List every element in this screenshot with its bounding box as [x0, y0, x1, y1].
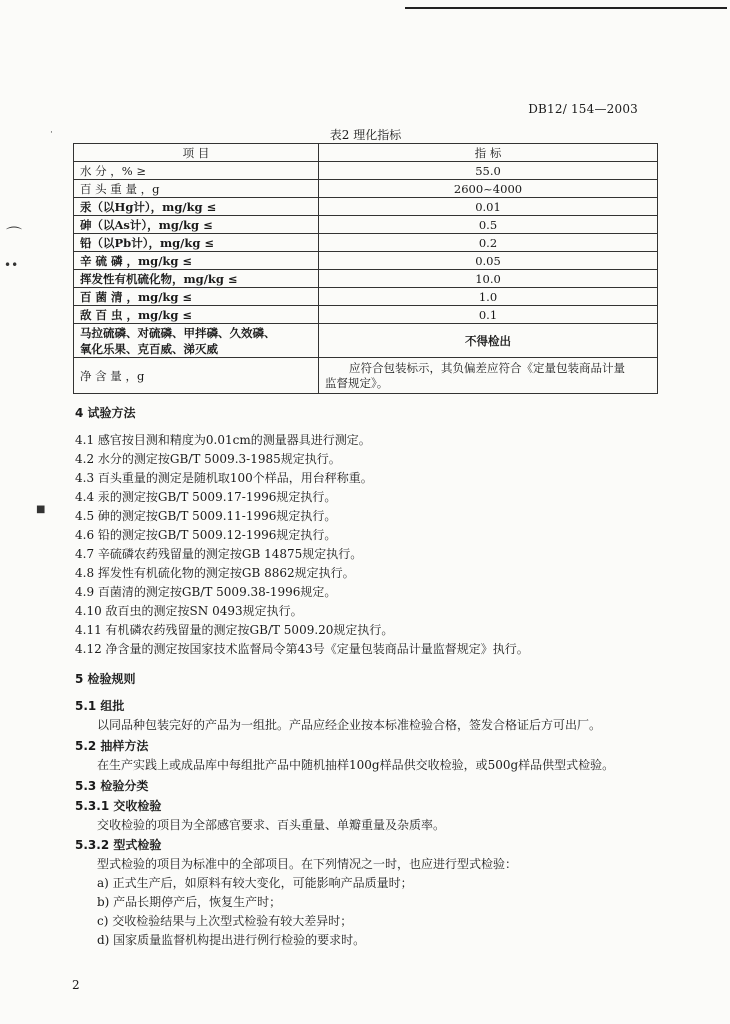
scan-hook-mark: ⌒ [6, 225, 23, 244]
top-rule [405, 7, 727, 9]
row-value-pesticides: 不得检出 [319, 324, 658, 358]
table-row [74, 288, 658, 306]
row-item: 挥发性有机硫化物，mg/kg ≤ [74, 270, 319, 288]
row-value: 55.0 [319, 162, 658, 180]
table-header-row [74, 144, 658, 162]
list-item: a) 正式生产后，如原料有较大变化，可能影响产品质量时； [97, 876, 413, 890]
list-item: 4.5 砷的测定按GB/T 5009.11-1996规定执行。 [75, 509, 337, 523]
section-5-1-title: 5.1 组批 [75, 699, 125, 713]
list-item: 4.4 汞的测定按GB/T 5009.17-1996规定执行。 [75, 490, 337, 504]
table-row [74, 306, 658, 324]
row-value: 0.01 [319, 198, 658, 216]
row-item: 汞（以Hg计），mg/kg ≤ [74, 198, 319, 216]
section-5-3-2-title: 5.3.2 型式检验 [75, 838, 162, 852]
section-5-3-1-title: 5.3.1 交收检验 [75, 799, 162, 813]
page-number: 2 [72, 978, 80, 992]
row-item-net-content: 净 含 量 ，g [74, 358, 319, 394]
list-item: b) 产品长期停产后，恢复生产时； [97, 895, 282, 909]
list-item: 4.11 有机磷农药残留量的测定按GB/T 5009.20规定执行。 [75, 623, 394, 637]
net-content-line-2: 监督规定》。 [325, 375, 389, 390]
table-row-pesticides [74, 324, 658, 358]
table-row-net-content [74, 358, 658, 394]
row-item-pesticides [74, 324, 319, 358]
table-row [74, 252, 658, 270]
list-item: c) 交收检验结果与上次型式检验有较大差异时； [97, 914, 353, 928]
scan-dot-mark: · [50, 128, 53, 138]
scan-dot-mark-2: ■ [36, 504, 46, 515]
row-value: 10.0 [319, 270, 658, 288]
scan-dots-mark: •• [4, 258, 19, 272]
row-item: 水 分 ，% ≥ [74, 162, 319, 180]
row-value: 0.5 [319, 216, 658, 234]
table-row [74, 162, 658, 180]
list-item: 4.9 百菌清的测定按GB/T 5009.38-1996规定。 [75, 585, 337, 599]
section-5-2-text: 在生产实践上或成品库中每组批产品中随机抽样100g样品供交收检验，或500g样品供型式检验。 [97, 758, 615, 772]
pesticides-line-2: 氧化乐果、克百威、涕灭威 [80, 341, 218, 356]
row-item: 百 头 重 量 ，g [74, 180, 319, 198]
section-5-1-text: 以同品种包装完好的产品为一组批。产品应经企业按本标准检验合格，签发合格证后方可出厂。 [97, 718, 602, 732]
table-title: 表2 理化指标 [329, 128, 402, 142]
section-5-3-1-text: 交收检验的项目为全部感官要求、百头重量、单瓣重量及杂质率。 [97, 818, 446, 832]
list-item: 4.3 百头重量的测定是随机取100个样品，用台秤称重。 [75, 471, 373, 485]
section-5-3-2-text: 型式检验的项目为标准中的全部项目。在下列情况之一时，也应进行型式检验： [97, 857, 518, 871]
table-row [74, 270, 658, 288]
table-row [74, 234, 658, 252]
table-row [74, 198, 658, 216]
list-item: 4.2 水分的测定按GB/T 5009.3-1985规定执行。 [75, 452, 341, 466]
section-5-title: 5 检验规则 [75, 672, 136, 686]
section-4-title: 4 试验方法 [75, 406, 136, 420]
row-item: 砷（以As计），mg/kg ≤ [74, 216, 319, 234]
row-value: 1.0 [319, 288, 658, 306]
pesticides-line-1: 马拉硫磷、对硫磷、甲拌磷、久效磷、 [80, 325, 276, 340]
table-row [74, 180, 658, 198]
net-content-line-1: 应符合包装标示，其负偏差应符合《定量包装商品计量 [349, 360, 625, 375]
header-index: 指 标 [319, 144, 658, 162]
table-row [74, 216, 658, 234]
row-value: 0.2 [319, 234, 658, 252]
section-5-3-title: 5.3 检验分类 [75, 779, 149, 793]
header-item: 项 目 [74, 144, 319, 162]
list-item: 4.1 感官按目测和精度为0.01cm的测量器具进行测定。 [75, 433, 371, 447]
row-item: 百 菌 清 ，mg/kg ≤ [74, 288, 319, 306]
row-value: 0.05 [319, 252, 658, 270]
row-item: 敌 百 虫 ，mg/kg ≤ [74, 306, 319, 324]
list-item: 4.8 挥发性有机硫化物的测定按GB 8862规定执行。 [75, 566, 355, 580]
section-5-2-title: 5.2 抽样方法 [75, 739, 149, 753]
row-item: 辛 硫 磷 ，mg/kg ≤ [74, 252, 319, 270]
list-item: 4.10 敌百虫的测定按SN 0493规定执行。 [75, 604, 303, 618]
physicochemical-spec-table [73, 143, 658, 394]
list-item: 4.7 辛硫磷农药残留量的测定按GB 14875规定执行。 [75, 547, 363, 561]
list-item: d) 国家质量监督机构提出进行例行检验的要求时。 [97, 933, 366, 947]
list-item: 4.12 净含量的测定按国家技术监督局令第43号《定量包装商品计量监督规定》执行。 [75, 642, 529, 656]
row-item: 铅（以Pb计），mg/kg ≤ [74, 234, 319, 252]
row-value-net-content [319, 358, 658, 394]
list-item: 4.6 铅的测定按GB/T 5009.12-1996规定执行。 [75, 528, 337, 542]
row-value: 2600~4000 [319, 180, 658, 198]
row-value: 0.1 [319, 306, 658, 324]
document-code: DB12/ 154—2003 [528, 102, 638, 116]
